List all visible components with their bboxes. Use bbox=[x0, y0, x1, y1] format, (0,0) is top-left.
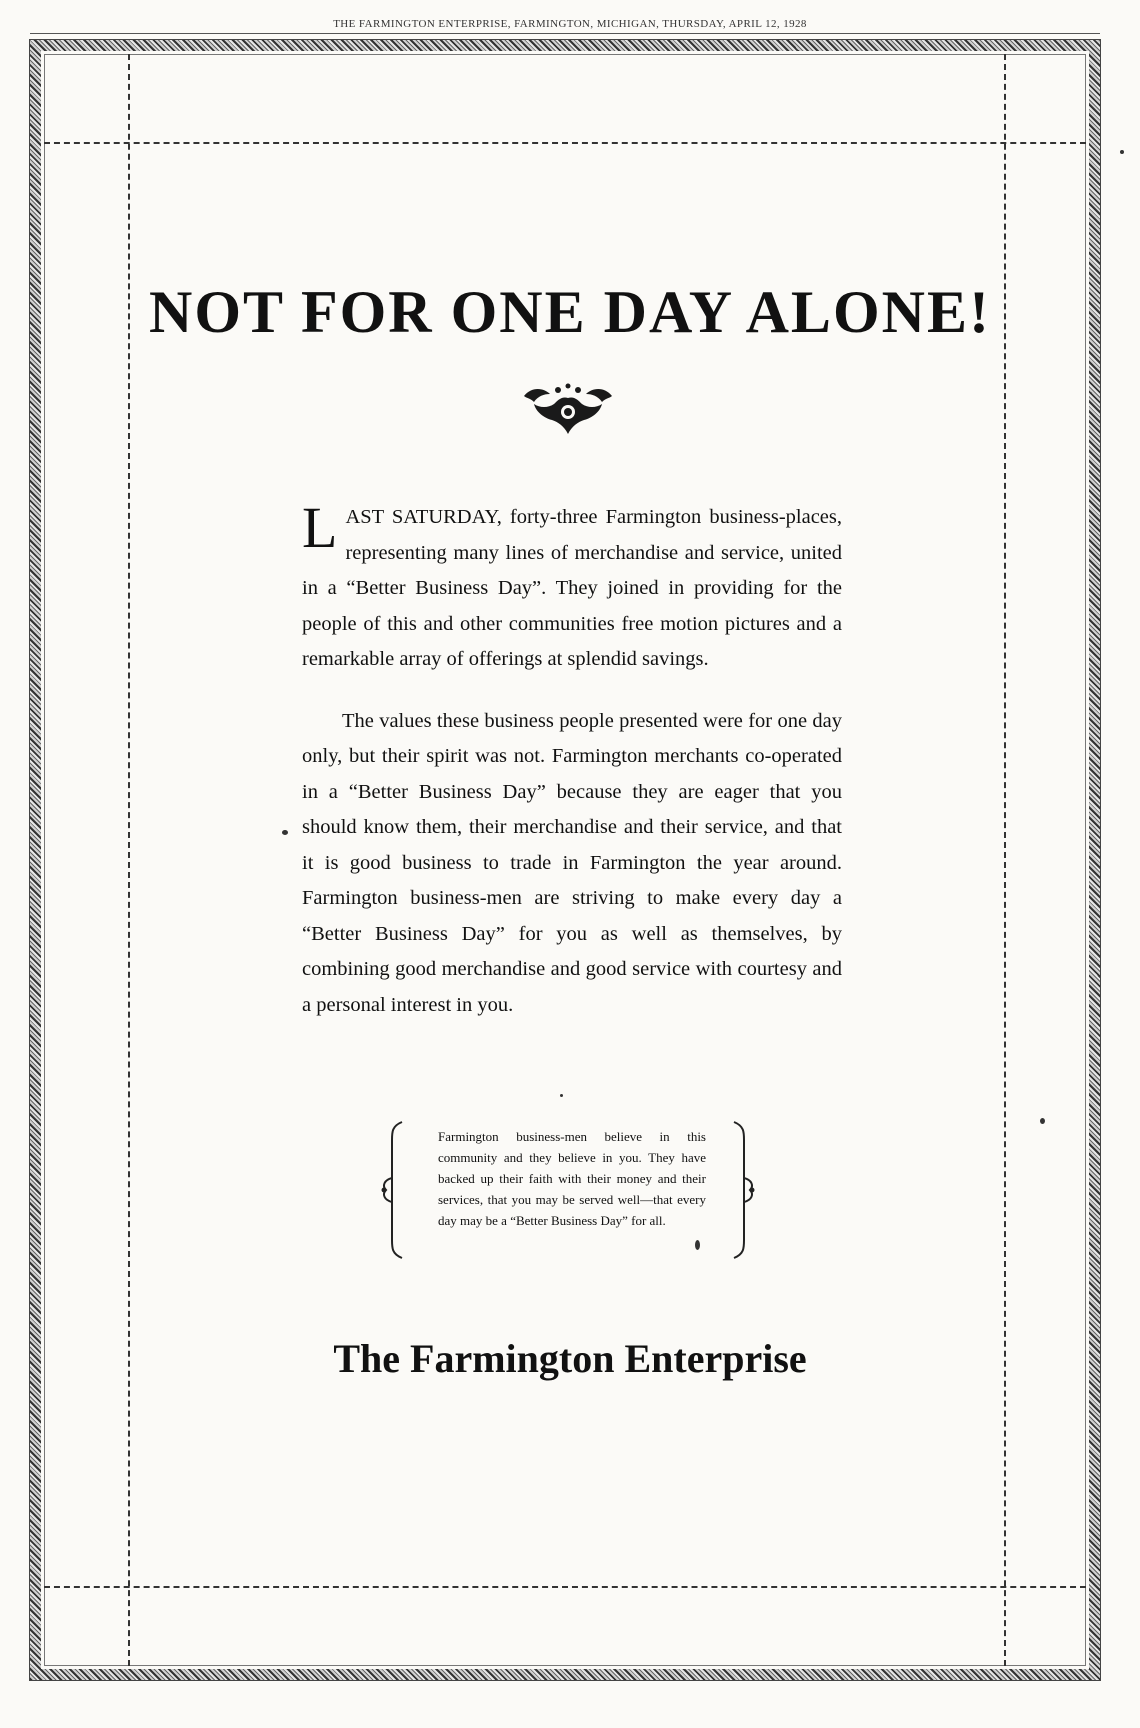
callout-text: Farmington business-men believe in this community and they believe in you. They have backed up their faith with their money and their services, that you may be served well—that every day may be a “Better Business Day” for all. bbox=[438, 1129, 706, 1228]
dashed-rule-top bbox=[44, 142, 1086, 144]
print-speck bbox=[282, 830, 288, 835]
right-bracket-icon bbox=[730, 1120, 758, 1260]
ad-paragraph-1 bbox=[302, 495, 842, 678]
print-speck bbox=[1120, 150, 1124, 154]
ad-headline: NOT FOR ONE DAY ALONE! bbox=[149, 279, 991, 345]
left-bracket-icon bbox=[378, 1120, 406, 1260]
masthead-dateline: THE FARMINGTON ENTERPRISE, FARMINGTON, MICHIGAN, THURSDAY, APRIL 12, 1928 bbox=[333, 18, 807, 30]
ad-signature: The Farmington Enterprise bbox=[333, 1336, 807, 1381]
print-speck bbox=[560, 1094, 563, 1097]
masthead-rule bbox=[30, 33, 1100, 34]
floral-ornament-icon bbox=[518, 378, 618, 438]
ad-body bbox=[302, 495, 842, 1023]
callout-box bbox=[378, 1120, 758, 1260]
ad-paragraph-1-text: AST SATURDAY, forty-three Farmington business-places, representing many lines of merchandise and service, united in a “Better Business Day”. They joined in providing for the people of this and other communities free motion pictures and a remarkable array of offerings at splendid savings. bbox=[302, 506, 842, 670]
drop-cap: L bbox=[302, 495, 338, 560]
print-speck bbox=[695, 1240, 700, 1250]
ad-paragraph-2: The values these business people presented were for one day only, but their spirit was not. Farmington merchants co-operated in a “Better Business Day” because they are eager that you should know them, their merchandise and their service, and that it is good business to trade in Farmington the year around. Farmington business-men are striving to make every day a “Better Business Day” for you as well as themselves, by combining good merchandise and good service with courtesy and a personal interest in you. bbox=[302, 709, 842, 1016]
dashed-rule-bottom bbox=[44, 1586, 1086, 1588]
print-speck bbox=[1040, 1118, 1045, 1124]
